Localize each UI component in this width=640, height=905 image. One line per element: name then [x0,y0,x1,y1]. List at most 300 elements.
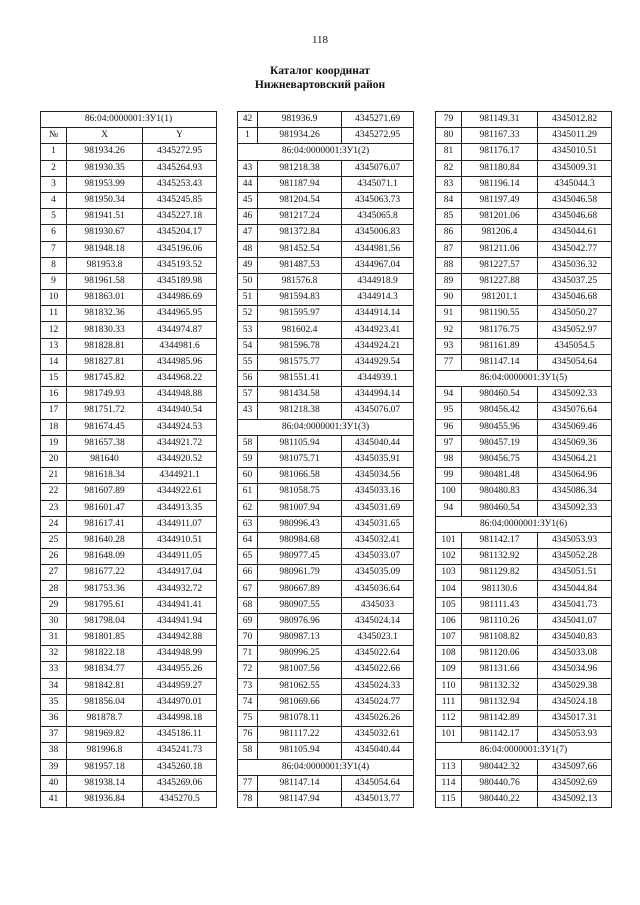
x-coordinate: 981075.71 [258,451,342,467]
point-number: 14 [41,354,67,370]
x-coordinate: 981575.77 [258,354,342,370]
point-number: 110 [436,678,462,694]
y-coordinate: 4345033 [342,597,414,613]
point-number: 81 [436,144,462,160]
x-coordinate: 981640 [67,451,143,467]
y-coordinate: 4344920.52 [143,451,217,467]
point-number: 85 [436,209,462,225]
y-coordinate: 4344914.3 [342,290,414,306]
y-coordinate: 4344914.14 [342,306,414,322]
x-coordinate: 980460.54 [462,500,538,516]
y-coordinate: 4345271.69 [342,112,414,128]
x-coordinate: 981142.17 [462,727,538,743]
y-coordinate: 4345032.61 [342,727,414,743]
point-number: 51 [238,290,258,306]
y-coordinate: 4345272.95 [143,144,217,160]
point-number: 101 [436,532,462,548]
x-coordinate: 980977.45 [258,549,342,565]
x-coordinate: 981551.41 [258,371,342,387]
point-number: 86 [436,225,462,241]
table-row [41,209,217,225]
table-row [41,630,217,646]
y-coordinate: 4344941.41 [143,597,217,613]
table-row [436,257,612,273]
x-coordinate: 980455.96 [462,419,538,435]
table-row [41,468,217,484]
y-coordinate: 4345186.11 [143,727,217,743]
point-number: 40 [41,775,67,791]
x-coordinate: 981180.84 [462,160,538,176]
x-coordinate: 981062.55 [258,678,342,694]
y-coordinate: 4345033.07 [342,549,414,565]
point-number: 57 [238,387,258,403]
point-number: 33 [41,662,67,678]
y-coordinate: 4344965.95 [143,306,217,322]
x-coordinate: 981142.89 [462,710,538,726]
table-row [238,646,414,662]
point-number: 7 [41,241,67,257]
y-coordinate: 4345052.97 [538,322,612,338]
y-coordinate: 4345227.18 [143,209,217,225]
y-coordinate: 4345053.93 [538,532,612,548]
x-coordinate: 981149.31 [462,112,538,128]
point-number: 78 [238,791,258,807]
num-column-header: № [41,128,67,144]
x-coordinate: 981117.22 [258,727,342,743]
x-coordinate: 981206.4 [462,225,538,241]
point-number: 60 [238,468,258,484]
y-coordinate: 4345063.73 [342,192,414,208]
point-number: 37 [41,727,67,743]
table-row [238,435,414,451]
point-number: 90 [436,290,462,306]
point-number: 97 [436,435,462,451]
page-number: 118 [311,34,329,46]
point-number: 105 [436,597,462,613]
y-coordinate: 4345065.8 [342,209,414,225]
parcel-number: 86:04:0000001:ЗУ1(6) [436,516,612,532]
y-coordinate: 4344924.21 [342,338,414,354]
x-coordinate: 981957.18 [67,759,143,775]
table-row [436,678,612,694]
point-number: 62 [238,500,258,516]
y-coordinate: 4345032.41 [342,532,414,548]
table-row [436,419,612,435]
y-coordinate: 4345092.13 [538,791,612,807]
y-coordinate: 4345052.28 [538,549,612,565]
y-coordinate: 4344922.61 [143,484,217,500]
x-coordinate: 980440.22 [462,791,538,807]
point-number: 59 [238,451,258,467]
x-coordinate: 981749.93 [67,387,143,403]
x-coordinate: 981934.26 [258,128,342,144]
x-coordinate: 981596.78 [258,338,342,354]
x-coordinate: 981218.38 [258,403,342,419]
y-coordinate: 4345041.73 [538,597,612,613]
y-coordinate: 4344941.94 [143,613,217,629]
table-row [238,241,414,257]
point-number: 72 [238,662,258,678]
x-coordinate: 981120.06 [462,646,538,662]
table-row [238,484,414,500]
point-number: 43 [238,403,258,419]
x-coordinate: 981078.11 [258,710,342,726]
x-coordinate: 981130.6 [462,581,538,597]
coordinates-table-1 [40,111,217,808]
table-row [436,791,612,807]
table-row [238,225,414,241]
x-coordinate: 981795.61 [67,597,143,613]
parcel-number: 86:04:0000001:ЗУ1(2) [238,144,414,160]
x-coordinate: 980481.48 [462,468,538,484]
table-row [41,306,217,322]
point-number: 8 [41,257,67,273]
x-coordinate: 981930.67 [67,225,143,241]
y-coordinate: 4345092.33 [538,500,612,516]
y-coordinate: 4345069.46 [538,419,612,435]
y-coordinate: 4345064.21 [538,451,612,467]
table-row [436,613,612,629]
x-coordinate: 981058.75 [258,484,342,500]
table-row [436,500,612,516]
table-row [436,209,612,225]
x-coordinate: 981618.34 [67,468,143,484]
y-coordinate: 4345260.18 [143,759,217,775]
x-coordinate: 981863.01 [67,290,143,306]
x-coordinate: 981745.82 [67,371,143,387]
table-row [41,354,217,370]
x-coordinate: 981827.81 [67,354,143,370]
x-coordinate: 981828.81 [67,338,143,354]
point-number: 32 [41,646,67,662]
y-coordinate: 4344974.87 [143,322,217,338]
x-coordinate: 980976.96 [258,613,342,629]
table-row [436,451,612,467]
x-coordinate: 980667.89 [258,581,342,597]
point-number: 92 [436,322,462,338]
table-row [436,144,612,160]
y-coordinate: 4345054.64 [342,775,414,791]
point-number: 108 [436,646,462,662]
table-row [238,710,414,726]
x-coordinate: 981934.26 [67,144,143,160]
point-number: 67 [238,581,258,597]
x-coordinate: 980440.76 [462,775,538,791]
x-coordinate: 981996.8 [67,743,143,759]
x-coordinate: 981576.8 [258,273,342,289]
x-coordinate: 981674.45 [67,419,143,435]
table-row [41,581,217,597]
table-row [436,403,612,419]
point-number: 9 [41,273,67,289]
x-coordinate: 981936.84 [67,791,143,807]
x-coordinate: 981007.94 [258,500,342,516]
table-row [238,678,414,694]
table-row [41,516,217,532]
y-coordinate: 4344911.05 [143,549,217,565]
parcel-header-row [238,759,414,775]
point-number: 52 [238,306,258,322]
y-coordinate: 4345245.85 [143,192,217,208]
x-coordinate: 981132.92 [462,549,538,565]
table-row [41,371,217,387]
point-number: 44 [238,176,258,192]
point-number: 84 [436,192,462,208]
table-row [41,322,217,338]
point-number: 112 [436,710,462,726]
point-number: 71 [238,646,258,662]
point-number: 48 [238,241,258,257]
x-coordinate: 981197.49 [462,192,538,208]
y-coordinate: 4345051.51 [538,565,612,581]
y-coordinate: 4345017.31 [538,710,612,726]
table-row [436,710,612,726]
table-row [41,549,217,565]
table-row [238,468,414,484]
table-row [41,565,217,581]
table-row [436,354,612,370]
point-number: 73 [238,678,258,694]
y-coordinate: 4344994.14 [342,387,414,403]
x-coordinate: 980480.83 [462,484,538,500]
point-number: 49 [238,257,258,273]
table-row [41,694,217,710]
x-coordinate: 981105.94 [258,743,342,759]
x-coordinate: 981948.18 [67,241,143,257]
point-number: 1 [41,144,67,160]
table-row [238,160,414,176]
y-coordinate: 4344932.72 [143,581,217,597]
y-coordinate: 4345044.84 [538,581,612,597]
point-number: 22 [41,484,67,500]
table-row [238,290,414,306]
x-coordinate: 981105.94 [258,435,342,451]
point-number: 104 [436,581,462,597]
column-header-row [41,128,217,144]
x-coordinate: 981161.89 [462,338,538,354]
table-row [436,322,612,338]
y-coordinate: 4344917.04 [143,565,217,581]
x-coordinate: 980996.43 [258,516,342,532]
parcel-header-row [238,419,414,435]
x-coordinate: 981201.1 [462,290,538,306]
table-row [436,484,612,500]
x-coordinate: 981007.56 [258,662,342,678]
y-coordinate: 4344924.53 [143,419,217,435]
table-row [436,581,612,597]
point-number: 70 [238,630,258,646]
point-number: 68 [238,597,258,613]
point-number: 77 [238,775,258,791]
x-coordinate: 981217.24 [258,209,342,225]
point-number: 10 [41,290,67,306]
y-coordinate: 4345071.1 [342,176,414,192]
parcel-header-row [436,371,612,387]
y-coordinate: 4345044.61 [538,225,612,241]
point-number: 106 [436,613,462,629]
y-coordinate: 4345024.33 [342,678,414,694]
table-row [436,759,612,775]
point-number: 41 [41,791,67,807]
parcel-number: 86:04:0000001:ЗУ1(3) [238,419,414,435]
table-row [41,759,217,775]
table-row [41,597,217,613]
y-coordinate: 4345037.25 [538,273,612,289]
table-row [238,257,414,273]
point-number: 95 [436,403,462,419]
point-number: 94 [436,387,462,403]
point-number: 89 [436,273,462,289]
table-row [238,387,414,403]
x-coordinate: 981830.33 [67,322,143,338]
point-number: 3 [41,176,67,192]
x-coordinate: 981147.14 [258,775,342,791]
y-coordinate: 4345009.31 [538,160,612,176]
point-number: 111 [436,694,462,710]
table-row [41,257,217,273]
point-number: 115 [436,791,462,807]
y-coordinate: 4345046.68 [538,209,612,225]
y-coordinate: 4345097.66 [538,759,612,775]
point-number: 55 [238,354,258,370]
x-coordinate: 981648.09 [67,549,143,565]
y-coordinate: 4344985.96 [143,354,217,370]
y-coordinate: 4344981.6 [143,338,217,354]
table-row [41,646,217,662]
x-coordinate: 981227.88 [462,273,538,289]
x-coordinate: 981822.18 [67,646,143,662]
x-coordinate: 981452.54 [258,241,342,257]
x-coordinate: 981147.94 [258,791,342,807]
point-number: 2 [41,160,67,176]
x-coordinate: 981227.57 [462,257,538,273]
table-row [238,727,414,743]
y-coordinate: 4345036.32 [538,257,612,273]
x-coordinate: 980442.32 [462,759,538,775]
y-coordinate: 4344986.69 [143,290,217,306]
point-number: 69 [238,613,258,629]
table-row [238,549,414,565]
y-coordinate: 4345272.95 [342,128,414,144]
y-coordinate: 4345035.09 [342,565,414,581]
point-number: 29 [41,597,67,613]
table-row [238,403,414,419]
y-coordinate: 4345031.69 [342,500,414,516]
table-row [238,128,414,144]
point-number: 100 [436,484,462,500]
table-row [436,468,612,484]
x-coordinate: 981617.41 [67,516,143,532]
x-coordinate: 981132.94 [462,694,538,710]
table-row [41,273,217,289]
x-coordinate: 981842.81 [67,678,143,694]
title-line-1: Каталог координат [270,65,370,77]
y-coordinate: 4344981.56 [342,241,414,257]
parcel-header-row [436,743,612,759]
title-line-2: Нижневартовский район [254,79,386,91]
y-coordinate: 4345076.07 [342,403,414,419]
y-coordinate: 4345054.64 [538,354,612,370]
x-coordinate: 981434.58 [258,387,342,403]
point-number: 77 [436,354,462,370]
y-coordinate: 4344939.1 [342,371,414,387]
x-coordinate: 981950.34 [67,192,143,208]
table-row [238,209,414,225]
table-row [238,176,414,192]
y-coordinate: 4345033.08 [538,646,612,662]
x-coordinate: 981798.04 [67,613,143,629]
y-coordinate: 4345069.36 [538,435,612,451]
table-row [41,290,217,306]
table-row [238,532,414,548]
table-row [238,581,414,597]
table-row [41,662,217,678]
point-number: 28 [41,581,67,597]
x-coordinate: 981176.17 [462,144,538,160]
point-number: 25 [41,532,67,548]
table-row [436,128,612,144]
x-coordinate: 981640.28 [67,532,143,548]
point-number: 31 [41,630,67,646]
parcel-number: 86:04:0000001:ЗУ1(5) [436,371,612,387]
x-coordinate: 980456.75 [462,451,538,467]
y-coordinate: 4345253.43 [143,176,217,192]
point-number: 50 [238,273,258,289]
x-coordinate: 981108.82 [462,630,538,646]
table-row [436,160,612,176]
point-number: 16 [41,387,67,403]
point-number: 82 [436,160,462,176]
y-coordinate: 4345040.44 [342,435,414,451]
point-number: 103 [436,565,462,581]
y-coordinate: 4345035.91 [342,451,414,467]
y-coordinate: 4344959.27 [143,678,217,694]
x-coordinate: 981753.36 [67,581,143,597]
table-row [41,192,217,208]
table-row [41,678,217,694]
point-number: 13 [41,338,67,354]
x-coordinate: 980456.42 [462,403,538,419]
y-coordinate: 4344942.88 [143,630,217,646]
point-number: 93 [436,338,462,354]
point-number: 53 [238,322,258,338]
point-number: 21 [41,468,67,484]
point-number: 107 [436,630,462,646]
table-row [41,225,217,241]
y-coordinate: 4344911.07 [143,516,217,532]
point-number: 23 [41,500,67,516]
table-row [436,241,612,257]
table-row [41,791,217,807]
x-coordinate: 981129.82 [462,565,538,581]
point-number: 11 [41,306,67,322]
point-number: 102 [436,549,462,565]
point-number: 5 [41,209,67,225]
x-coordinate: 981941.51 [67,209,143,225]
y-coordinate: 4345022.66 [342,662,414,678]
table-row [238,516,414,532]
y-coordinate: 4345050.27 [538,306,612,322]
point-number: 88 [436,257,462,273]
parcel-header-row [238,144,414,160]
x-coordinate: 981190.55 [462,306,538,322]
x-coordinate: 980460.54 [462,387,538,403]
x-coordinate: 981487.53 [258,257,342,273]
table-row [238,791,414,807]
table-row [238,662,414,678]
x-coordinate: 981856.04 [67,694,143,710]
table-row [436,387,612,403]
